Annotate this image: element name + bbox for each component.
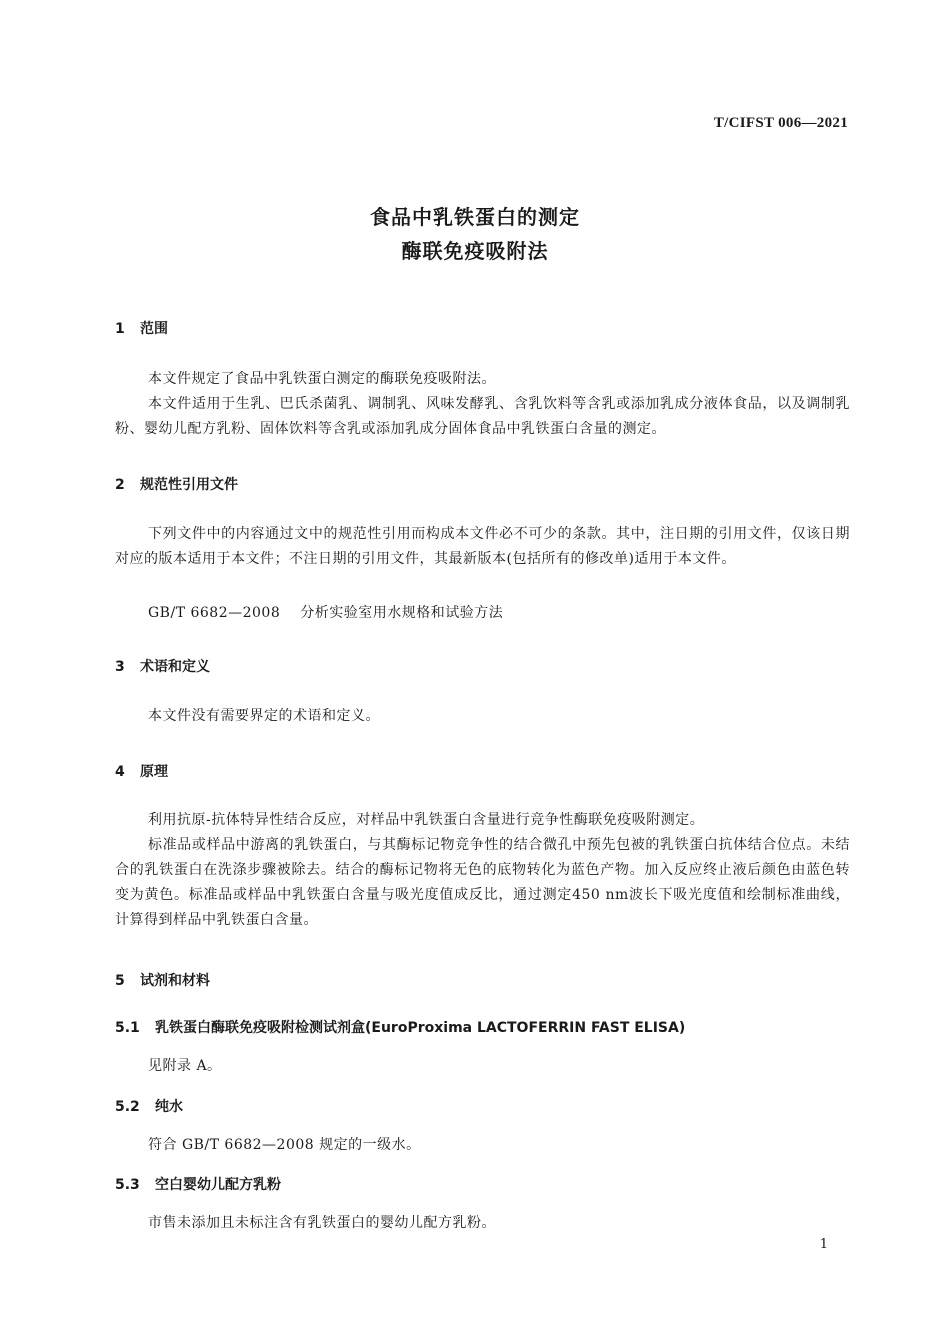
section-number: 5 [115, 973, 125, 989]
section-3-heading [115, 656, 210, 676]
section-4-heading [115, 761, 168, 781]
section-5-heading [115, 970, 210, 990]
page-number: 1 [819, 1237, 828, 1252]
section-number: 2 [115, 477, 125, 493]
paragraph: 本文件规定了食品中乳铁蛋白测定的酶联免疫吸附法。 [148, 371, 496, 387]
subsection-number: 5.3 [115, 1177, 140, 1193]
paragraph: 本文件适用于生乳、巴氏杀菌乳、调制乳、风味发酵乳、含乳饮料等含乳或添加乳成分液体食品，以及调制乳粉、婴幼儿配方乳粉、固体饮料等含乳或添加乳成分固体食品中乳铁蛋白含量的测定。 [115, 396, 850, 437]
section-1-heading [115, 318, 168, 338]
subsection-text: 见附录 A。 [148, 1058, 222, 1074]
subsection-number: 5.2 [115, 1099, 140, 1115]
normative-reference [148, 602, 503, 622]
paragraph: 标准品或样品中游离的乳铁蛋白，与其酶标记物竞争性的结合微孔中预先包被的乳铁蛋白抗体结合位点。未结合的乳铁蛋白在洗涤步骤被除去。结合的酶标记物将无色的底物转化为蓝色产物。加入反应终止液后颜色由蓝色转变为黄色。标准品或样品中乳铁蛋白含量与吸光度值成反比，通过测定450 nm波长下吸光度值和绘制标准曲线，计算得到样品中乳铁蛋白含量。 [115, 837, 850, 928]
subsection-title: 乳铁蛋白酶联免疫吸附检测试剂盒(EuroProxima LACTOFERRIN FAST ELISA) [155, 1020, 686, 1036]
section-number: 4 [115, 764, 125, 780]
standard-code: T/CIFST 006—2021 [713, 115, 848, 131]
section-title: 范围 [140, 321, 168, 337]
section-title: 规范性引用文件 [140, 477, 238, 493]
paragraph: 下列文件中的内容通过文中的规范性引用而构成本文件必不可少的条款。其中，注日期的引用文件，仅该日期对应的版本适用于本文件；不注日期的引用文件，其最新版本(包括所有的修改单)适用于本文件。 [115, 526, 850, 567]
document-title: 食品中乳铁蛋白的测定 [370, 205, 580, 229]
reference-code: GB/T 6682—2008 [148, 605, 281, 621]
subsection-text: 符合 GB/T 6682—2008 规定的一级水。 [148, 1137, 421, 1153]
subsection-5-2-heading [115, 1096, 183, 1116]
section-title: 原理 [140, 764, 168, 780]
section-title: 术语和定义 [140, 659, 210, 675]
document-subtitle: 酶联免疫吸附法 [401, 239, 549, 263]
subsection-title: 纯水 [155, 1099, 183, 1115]
subsection-text: 市售未添加且未标注含有乳铁蛋白的婴幼儿配方乳粉。 [148, 1215, 496, 1231]
section-title: 试剂和材料 [140, 973, 210, 989]
section-2-heading [115, 474, 238, 494]
subsection-number: 5.1 [115, 1020, 140, 1036]
section-number: 3 [115, 659, 125, 675]
section-number: 1 [115, 321, 125, 337]
subsection-title: 空白婴幼儿配方乳粉 [155, 1177, 281, 1193]
subsection-5-3-heading [115, 1174, 281, 1194]
paragraph: 利用抗原-抗体特异性结合反应，对样品中乳铁蛋白含量进行竞争性酶联免疫吸附测定。 [148, 812, 705, 828]
subsection-5-1-heading [115, 1017, 685, 1037]
paragraph: 本文件没有需要界定的术语和定义。 [148, 708, 380, 724]
reference-title: 分析实验室用水规格和试验方法 [300, 605, 504, 621]
